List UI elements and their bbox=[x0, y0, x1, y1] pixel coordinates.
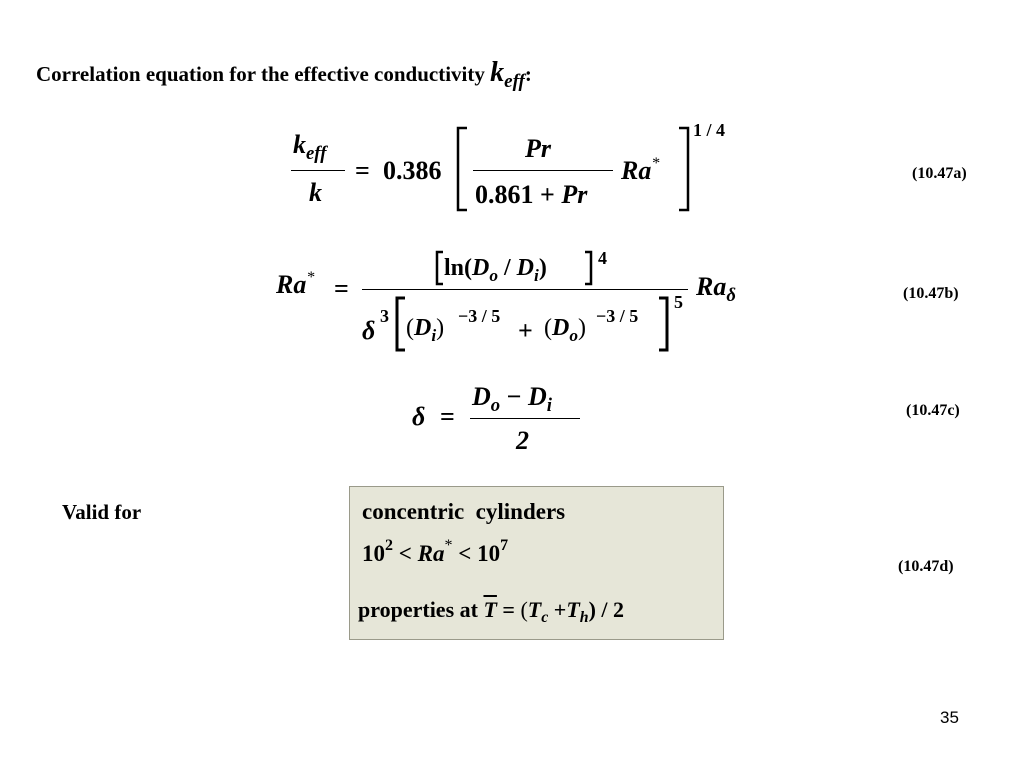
right-bracket bbox=[658, 296, 670, 352]
minus-sign: − bbox=[506, 382, 522, 411]
validity-conditions-box bbox=[349, 486, 724, 640]
geometry-condition: concentric cylinders bbox=[362, 499, 566, 524]
close-paren: ) bbox=[436, 315, 445, 341]
rayleigh-symbol bbox=[621, 154, 660, 185]
exponent: 7 bbox=[500, 536, 509, 554]
ra-text: Ra bbox=[276, 270, 307, 299]
t-cold: T bbox=[527, 597, 542, 622]
eq-a-pr-numerator: Pr bbox=[525, 134, 551, 163]
term-two-exponent: −3 / 5 bbox=[596, 306, 639, 326]
eq-b-term-two bbox=[544, 315, 586, 345]
d-inner: D bbox=[414, 315, 432, 341]
o-subscript: o bbox=[490, 394, 501, 416]
eq-b-numerator bbox=[444, 255, 547, 285]
delta-symbol: δ bbox=[412, 402, 426, 431]
constant: 0.861 bbox=[475, 180, 534, 209]
k-subscript: eff bbox=[504, 71, 525, 92]
i-subscript: i bbox=[534, 265, 539, 285]
ra-text: Ra bbox=[696, 272, 727, 301]
equals-sign: = bbox=[502, 597, 515, 622]
equation-label: (10.47b) bbox=[903, 285, 959, 302]
ra-text: Ra bbox=[621, 156, 652, 185]
plus-sign: + bbox=[518, 316, 533, 345]
equals-sign: = bbox=[334, 274, 349, 303]
delta-symbol: δ bbox=[362, 316, 376, 345]
t-hot: T bbox=[566, 597, 580, 622]
i-subscript: i bbox=[431, 325, 437, 345]
equals-sign: = bbox=[355, 156, 370, 185]
eff-subscript: eff bbox=[306, 142, 327, 164]
plus-sign: + bbox=[540, 180, 555, 209]
plus-sign: + bbox=[553, 597, 567, 622]
mean-temperature: $\overline{T}$ bbox=[483, 597, 497, 622]
outer-exponent: 5 bbox=[674, 292, 683, 312]
o-subscript: o bbox=[569, 325, 578, 345]
close-paren: ) bbox=[538, 255, 547, 281]
right-bracket bbox=[677, 126, 691, 212]
open-paren: ( bbox=[520, 597, 528, 622]
k-symbol: k bbox=[293, 130, 306, 159]
valid-for-label: Valid for bbox=[62, 500, 142, 524]
equation-10-47c bbox=[410, 378, 600, 458]
numerator-exponent: 4 bbox=[598, 248, 607, 268]
h-subscript: h bbox=[579, 609, 589, 627]
eq-a-lhs-numerator bbox=[293, 130, 327, 164]
properties-condition bbox=[358, 597, 625, 627]
ten-base: 10 bbox=[362, 541, 385, 566]
equation-label: (10.47a) bbox=[912, 165, 967, 182]
term-one-exponent: −3 / 5 bbox=[458, 306, 501, 326]
fraction-bar bbox=[473, 170, 613, 171]
star-superscript: * bbox=[651, 154, 660, 172]
heading-colon: : bbox=[524, 62, 532, 86]
pr-symbol: Pr bbox=[561, 180, 588, 209]
star-superscript: * bbox=[306, 268, 315, 286]
left-bracket bbox=[394, 296, 406, 352]
fraction-bar bbox=[362, 289, 688, 290]
exponent: 1 / 4 bbox=[693, 120, 726, 140]
c-subscript: c bbox=[541, 609, 549, 627]
open-paren: ( bbox=[544, 315, 552, 341]
star-superscript: * bbox=[444, 536, 453, 554]
fraction-bar bbox=[470, 418, 580, 419]
close-paren: ) bbox=[577, 315, 586, 341]
o-subscript: o bbox=[489, 265, 498, 285]
left-bracket bbox=[455, 126, 469, 212]
less-than: < bbox=[458, 541, 472, 566]
divide-by-two: ) / 2 bbox=[588, 597, 625, 622]
d-outer: D bbox=[472, 255, 490, 281]
equation-label: (10.47c) bbox=[906, 402, 960, 419]
slide-heading bbox=[36, 57, 532, 92]
slash: / bbox=[498, 255, 517, 281]
equals-sign: = bbox=[440, 402, 455, 431]
k-symbol: k bbox=[490, 57, 505, 88]
d-outer: D bbox=[472, 382, 491, 411]
eq-b-lhs bbox=[276, 268, 315, 299]
ln-function: ln( bbox=[444, 255, 473, 281]
ra-delta bbox=[696, 272, 736, 306]
d-outer: D bbox=[552, 315, 570, 341]
rayleigh-range bbox=[362, 536, 509, 567]
eq-a-denominator bbox=[475, 182, 587, 208]
eq-a-lhs-denominator: k bbox=[309, 178, 322, 207]
equation-10-47a bbox=[285, 118, 726, 218]
page-number: 35 bbox=[940, 708, 959, 727]
d-inner: D bbox=[527, 382, 547, 411]
properties-text: properties at bbox=[358, 597, 478, 622]
delta-subscript: δ bbox=[726, 284, 736, 306]
equation-label: (10.47d) bbox=[898, 558, 954, 575]
ten-base: 10 bbox=[477, 541, 501, 566]
coefficient: 0.386 bbox=[383, 156, 442, 185]
eq-c-denominator: 2 bbox=[516, 426, 529, 455]
heading-text: Correlation equation for the effective conductivity bbox=[36, 62, 485, 86]
fraction-bar bbox=[291, 170, 345, 171]
left-bracket bbox=[434, 250, 444, 286]
d-inner: D bbox=[516, 255, 535, 281]
ra-text: Ra bbox=[417, 541, 445, 566]
open-paren: ( bbox=[406, 315, 414, 341]
right-bracket bbox=[584, 250, 594, 286]
i-subscript: i bbox=[546, 394, 552, 416]
exponent: 2 bbox=[385, 536, 393, 554]
eq-c-numerator bbox=[472, 382, 552, 416]
less-than: < bbox=[398, 541, 412, 566]
equation-10-47b bbox=[272, 248, 762, 360]
eq-b-term-one bbox=[406, 315, 445, 345]
delta-exponent: 3 bbox=[380, 306, 389, 326]
